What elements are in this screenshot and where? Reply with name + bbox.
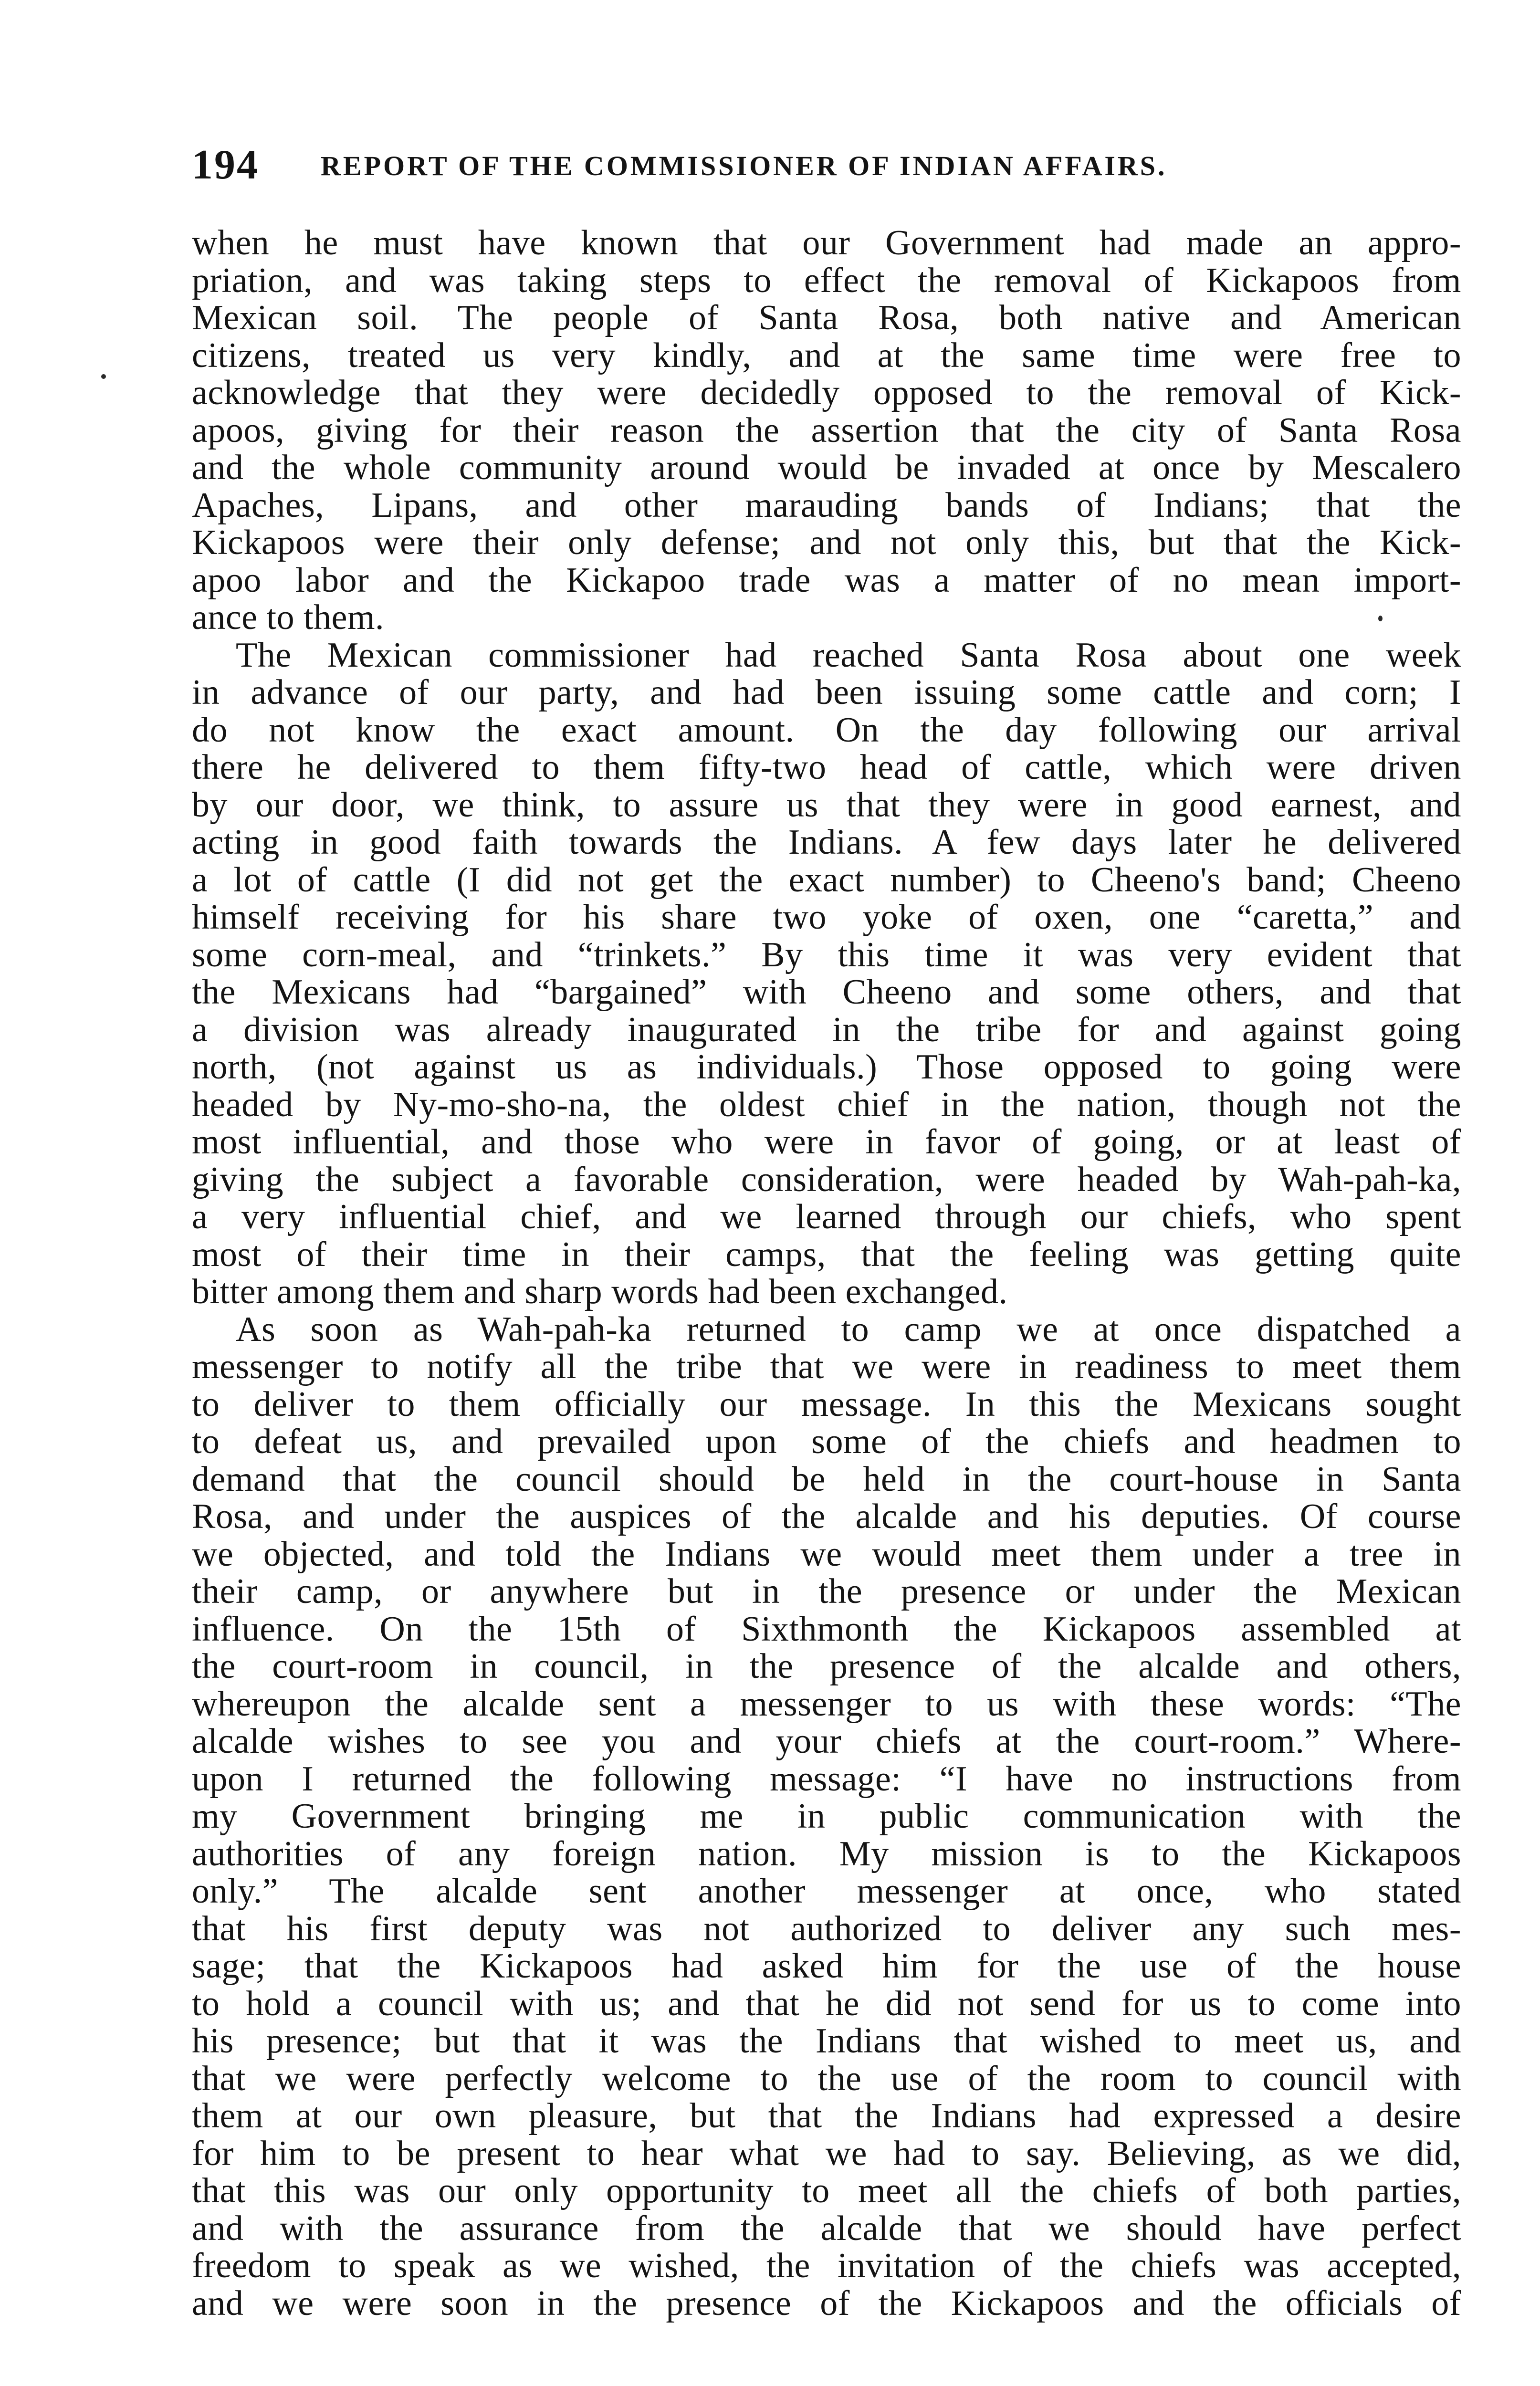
- paragraph-first-line: As soon as Wah-pah-ka returned to camp we at once dispatched a: [236, 1309, 1461, 1349]
- text-line: them at our own pleasure, but that the Indians had expressed a desire: [192, 2096, 1461, 2135]
- text-line: and the whole community around would be invaded at once by Mescalero: [192, 448, 1461, 487]
- page-number: 194: [192, 142, 259, 188]
- paragraph-last-line: ance to them.: [192, 598, 385, 637]
- paragraph-last-line: bitter among them and sharp words had been exchanged.: [192, 1272, 1008, 1311]
- running-title: REPORT OF THE COMMISSIONER OF INDIAN AFFAIRS.: [321, 150, 1167, 181]
- text-line: to hold a council with us; and that he did not send for us to come into: [192, 1984, 1461, 2023]
- text-line: there he delivered to them fifty-two head of cattle, which were driven: [192, 748, 1461, 787]
- text-line: the Mexicans had “bargained” with Cheeno and some others, and that: [192, 973, 1461, 1012]
- text-line: their camp, or anywhere but in the presence or under the Mexican: [192, 1572, 1461, 1611]
- text-line: headed by Ny-mo-sho-na, the oldest chief in the nation, though not the: [192, 1085, 1461, 1124]
- text-line: messenger to notify all the tribe that we were in readiness to meet them: [192, 1347, 1461, 1386]
- text-line: to deliver to them officially our message. In this the Mexicans sought: [192, 1384, 1461, 1424]
- text-line: a division was already inaugurated in the tribe for and against going: [192, 1010, 1461, 1049]
- text-line: some corn-meal, and “trinkets.” By this time it was very evident that: [192, 935, 1461, 974]
- text-line: apoo labor and the Kickapoo trade was a matter of no mean import-: [192, 560, 1461, 600]
- text-line: influence. On the 15th of Sixthmonth the Kickapoos assembled at: [192, 1609, 1461, 1649]
- text-line: apoos, giving for their reason the assertion that the city of Santa Rosa: [192, 410, 1461, 450]
- text-line: that we were perfectly welcome to the use of the room to council with: [192, 2059, 1461, 2098]
- print-speck: [101, 374, 106, 379]
- text-line: Kickapoos were their only defense; and not only this, but that the Kick-: [192, 523, 1461, 562]
- text-line: for him to be present to hear what we had to say. Believing, as we did,: [192, 2134, 1461, 2173]
- text-line: a very influential chief, and we learned through our chiefs, who spent: [192, 1197, 1461, 1236]
- text-line: Rosa, and under the auspices of the alcalde and his deputies. Of course: [192, 1497, 1461, 1536]
- text-line: in advance of our party, and had been issuing some cattle and corn; I: [192, 673, 1461, 712]
- text-line: Apaches, Lipans, and other marauding bands of Indians; that the: [192, 485, 1461, 525]
- text-line: most of their time in their camps, that the feeling was getting quite: [192, 1235, 1461, 1274]
- text-line: freedom to speak as we wished, the invitation of the chiefs was accepted,: [192, 2246, 1461, 2285]
- text-line: acting in good faith towards the Indians. A few days later he delivered: [192, 823, 1461, 862]
- text-line: himself receiving for his share two yoke of oxen, one “caretta,” and: [192, 898, 1461, 937]
- text-line: citizens, treated us very kindly, and at the same time were free to: [192, 335, 1461, 375]
- text-line: when he must have known that our Government had made an appro-: [192, 223, 1461, 262]
- body-text: [192, 224, 1461, 2322]
- text-line: upon I returned the following message: “I have no instructions from: [192, 1759, 1461, 1799]
- text-line: a lot of cattle (I did not get the exact number) to Cheeno's band; Cheeno: [192, 860, 1461, 900]
- text-line: most influential, and those who were in favor of going, or at least of: [192, 1122, 1461, 1162]
- text-line: whereupon the alcalde sent a messenger to us with these words: “The: [192, 1684, 1461, 1724]
- text-line: giving the subject a favorable consideration, were headed by Wah-pah-ka,: [192, 1160, 1461, 1199]
- print-speck: [1378, 616, 1383, 621]
- text-line: sage; that the Kickapoos had asked him for the use of the house: [192, 1946, 1461, 1986]
- text-line: north, (not against us as individuals.) Those opposed to going were: [192, 1047, 1461, 1087]
- text-line: and we were soon in the presence of the Kickapoos and the officials of: [192, 2283, 1461, 2323]
- text-line: to defeat us, and prevailed upon some of the chiefs and headmen to: [192, 1422, 1461, 1461]
- text-line: the court-room in council, in the presence of the alcalde and others,: [192, 1647, 1461, 1686]
- text-line: priation, and was taking steps to effect the removal of Kickapoos from: [192, 261, 1461, 300]
- text-line: acknowledge that they were decidedly opposed to the removal of Kick-: [192, 373, 1461, 412]
- paragraph-first-line: The Mexican commissioner had reached Santa Rosa about one week: [236, 635, 1461, 675]
- text-line: only.” The alcalde sent another messenger at once, who stated: [192, 1872, 1461, 1911]
- text-line: Mexican soil. The people of Santa Rosa, both native and American: [192, 298, 1461, 337]
- text-line: authorities of any foreign nation. My mission is to the Kickapoos: [192, 1834, 1461, 1873]
- text-line: alcalde wishes to see you and your chiefs at the court-room.” Where-: [192, 1722, 1461, 1761]
- text-line: his presence; but that it was the Indians that wished to meet us, and: [192, 2021, 1461, 2061]
- text-line: we objected, and told the Indians we would meet them under a tree in: [192, 1534, 1461, 1574]
- text-line: and with the assurance from the alcalde that we should have perfect: [192, 2208, 1461, 2248]
- text-line: that this was our only opportunity to meet all the chiefs of both parties,: [192, 2171, 1461, 2210]
- text-line: that his first deputy was not authorized to deliver any such mes-: [192, 1909, 1461, 1948]
- text-line: demand that the council should be held in the court-house in Santa: [192, 1459, 1461, 1499]
- text-line: by our door, we think, to assure us that they were in good earnest, and: [192, 785, 1461, 825]
- text-line: do not know the exact amount. On the day following our arrival: [192, 710, 1461, 750]
- running-header: [192, 143, 1309, 187]
- text-line: my Government bringing me in public communication with the: [192, 1797, 1461, 1836]
